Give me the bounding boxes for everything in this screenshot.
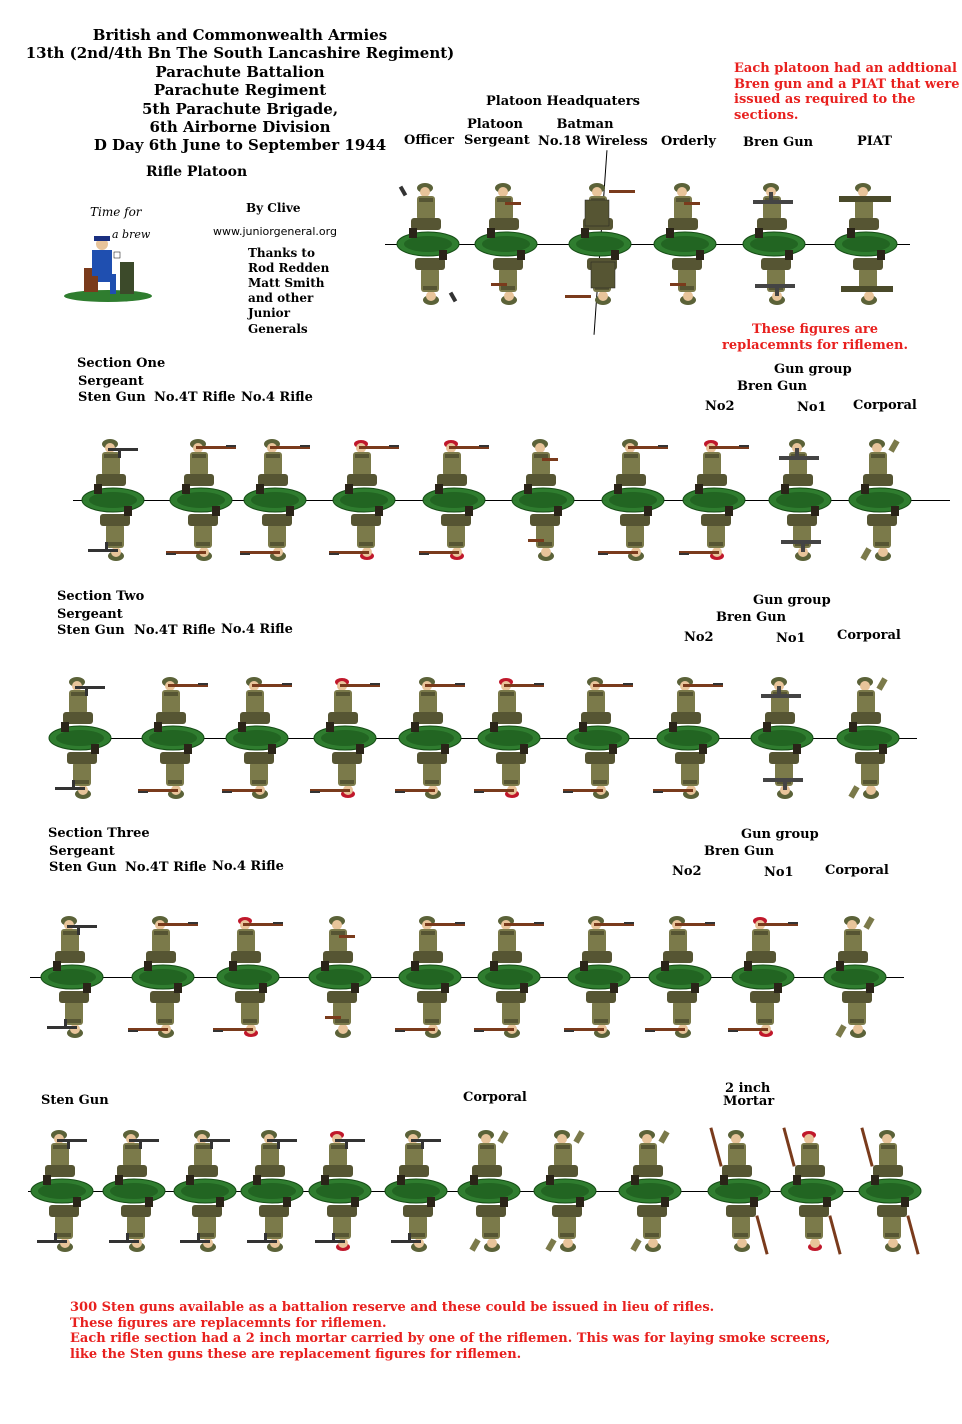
- hq-figure-bren: [739, 174, 809, 314]
- extras-figure-sten: [170, 1121, 240, 1261]
- section2-no1-label: No1: [776, 631, 806, 646]
- title-line: Parachute Regiment: [153, 81, 327, 100]
- hq-piat-label: PIAT: [857, 134, 892, 149]
- section3-no1-label: No1: [764, 865, 794, 880]
- hq-figure-sergeant: [471, 174, 541, 314]
- extras-figure-mortar: [704, 1121, 774, 1261]
- website-link[interactable]: www.juniorgeneral.org: [213, 225, 337, 238]
- thanks-line: Junior: [248, 306, 291, 320]
- section2-corporal-label: Corporal: [837, 628, 901, 643]
- section1-no1-label: No1: [797, 400, 827, 415]
- section2-figure-corporal: [833, 668, 903, 808]
- hq-heading: Platoon Headquaters: [486, 94, 640, 109]
- section3-corporal-label: Corporal: [825, 863, 889, 878]
- section2-figure-beret-rifle: [310, 668, 380, 808]
- title-line: 13th (2nd/4th Bn The South Lancashire Regiment): [25, 44, 455, 63]
- section3-heading: Section Three: [48, 826, 150, 841]
- section2-figure-rifle: [222, 668, 292, 808]
- hq-note-line: Bren gun and a PIAT that were: [734, 76, 960, 92]
- section3-figure-kneel: [305, 907, 375, 1047]
- section2-figure-rifle: [138, 668, 208, 808]
- hq-note-line: issued as required to the: [734, 92, 916, 107]
- hq-officer-label: Officer: [404, 133, 454, 148]
- hq-note-line: sections.: [734, 107, 799, 123]
- section3-no2-label: No2: [672, 864, 702, 879]
- thanks-line: Generals: [248, 322, 308, 336]
- thanks-line: and other: [248, 291, 314, 305]
- section2-figure-rifle: [395, 668, 465, 808]
- section1-no4t-label: No.4T Rifle: [154, 390, 236, 405]
- extras-figure-corporal: [615, 1121, 685, 1261]
- section1-figure-corporal: [845, 430, 915, 570]
- bottom-note: [70, 1300, 830, 1362]
- section2-no4t-label: No.4T Rifle: [134, 623, 216, 638]
- title-line: Parachute Battalion: [155, 62, 325, 81]
- section1-figure-bren: [765, 430, 835, 570]
- section2-heading: Section Two: [57, 589, 145, 604]
- section1-no2-label: No2: [705, 399, 735, 414]
- hq-batman-label-1: Batman: [556, 117, 614, 132]
- section2-gun-group-label: Gun group: [753, 593, 831, 608]
- section1-sergeant-label: Sergeant: [78, 374, 144, 389]
- hq-note: [734, 61, 959, 123]
- section1-figure-sten: [78, 430, 148, 570]
- tea-break-logo: [62, 198, 154, 302]
- thanks-line: Rod Redden: [248, 261, 330, 275]
- extras-figure-corporal: [454, 1121, 524, 1261]
- section3-gun-group-label: Gun group: [741, 827, 819, 842]
- section3-figure-corporal: [820, 907, 890, 1047]
- title-line: 5th Parachute Brigade,: [141, 99, 339, 118]
- hq-figure-piat: [831, 174, 901, 314]
- section3-figure-beret-rifle: [213, 907, 283, 1047]
- section2-figure-rifle: [563, 668, 633, 808]
- bottom-note-line: like the Sten guns these are replacement figures for riflemen.: [70, 1346, 522, 1362]
- section3-no4-label: No.4 Rifle: [212, 859, 284, 874]
- hq-figure-orderly: [650, 174, 720, 314]
- section3-figure-rifle: [645, 907, 715, 1047]
- section1-bren-gun-label: Bren Gun: [737, 379, 808, 394]
- section3-no4t-label: No.4T Rifle: [125, 860, 207, 875]
- section3-bren-gun-label: Bren Gun: [704, 844, 775, 859]
- bottom-note-line: Each rifle section had a 2 inch mortar carried by one of the riflemen. This was for laying smoke screens,: [70, 1331, 831, 1347]
- section2-no2-label: No2: [684, 630, 714, 645]
- extras-figure-sten: [27, 1121, 97, 1261]
- hq-bren-label: Bren Gun: [743, 135, 814, 150]
- extras-sten-label: Sten Gun: [41, 1093, 109, 1108]
- section1-figure-rifle: [240, 430, 310, 570]
- extras-corporal-label: Corporal: [463, 1090, 527, 1105]
- section2-no4-label: No.4 Rifle: [221, 622, 293, 637]
- thanks-line: Matt Smith: [248, 276, 325, 290]
- section2-sergeant-label: Sergeant: [57, 607, 123, 622]
- title-block: [20, 26, 460, 155]
- section2-figure-beret-rifle: [474, 668, 544, 808]
- extras-figure-sten: [237, 1121, 307, 1261]
- section1-figure-kneel: [508, 430, 578, 570]
- section3-sergeant-label: Sergeant: [49, 844, 115, 859]
- extras-mortar-label-1: 2 inch: [725, 1081, 771, 1096]
- replacement-note-line: replacemnts for riflemen.: [722, 337, 908, 353]
- section2-figure-rifle: [653, 668, 723, 808]
- hq-sergeant-label-1: Platoon: [467, 117, 523, 132]
- extras-mortar-label-2: Mortar: [723, 1094, 775, 1109]
- hq-orderly-label: Orderly: [661, 134, 716, 149]
- section2-figure-sten: [45, 668, 115, 808]
- section2-sten-label: Sten Gun: [57, 623, 125, 638]
- section3-figure-rifle: [474, 907, 544, 1047]
- bottom-note-line: 300 Sten guns available as a battalion reserve and these could be issued in lieu of rifles.: [70, 1300, 715, 1315]
- extras-figure-mortar: [855, 1121, 925, 1261]
- extras-figure-sten: [381, 1121, 451, 1261]
- section1-sten-label: Sten Gun: [78, 390, 146, 405]
- section2-figure-bren: [747, 668, 817, 808]
- bottom-note-line: These figures are replacemnts for riflemen.: [70, 1315, 387, 1331]
- hq-batman-label-2: No.18 Wireless: [538, 134, 648, 149]
- hq-sergeant-label-2: Sergeant: [464, 133, 530, 148]
- section1-figure-rifle: [598, 430, 668, 570]
- extras-figure-sten: [99, 1121, 169, 1261]
- section3-figure-rifle: [128, 907, 198, 1047]
- title-line: 6th Airborne Division: [149, 118, 331, 137]
- title-line: D Day 6th June to September 1944: [93, 136, 387, 155]
- hq-note-line: Each platoon had an addtional: [734, 61, 957, 76]
- title-line: British and Commonwealth Armies: [92, 26, 388, 44]
- section1-figure-rifle: [166, 430, 236, 570]
- thanks-line: Thanks to: [248, 246, 315, 260]
- section1-figure-beret-rifle: [679, 430, 749, 570]
- section3-sten-label: Sten Gun: [49, 860, 117, 875]
- section3-figure-rifle: [395, 907, 465, 1047]
- byline: By Clive: [246, 201, 301, 215]
- extras-figure-beret-sten: [305, 1121, 375, 1261]
- section2-bren-gun-label: Bren Gun: [716, 610, 787, 625]
- section1-figure-beret-rifle: [329, 430, 399, 570]
- section1-corporal-label: Corporal: [853, 398, 917, 413]
- section3-figure-beret-rifle: [728, 907, 798, 1047]
- section3-figure-rifle: [564, 907, 634, 1047]
- hq-figure-wireless: [565, 174, 635, 314]
- section3-figure-sten: [37, 907, 107, 1047]
- section1-heading: Section One: [77, 356, 166, 371]
- replacement-note-line: These figures are: [751, 322, 878, 337]
- extras-figure-corporal: [530, 1121, 600, 1261]
- extras-figure-beret-mortar: [777, 1121, 847, 1261]
- subtitle: Rifle Platoon: [146, 164, 248, 180]
- section1-figure-beret-rifle: [419, 430, 489, 570]
- section1-gun-group-label: Gun group: [774, 362, 852, 377]
- logo-text-2: a brew: [112, 228, 151, 241]
- hq-figure-officer: [393, 174, 463, 314]
- section1-no4-label: No.4 Rifle: [241, 390, 313, 405]
- replacement-note: [720, 322, 910, 353]
- logo-text-1: Time for: [90, 205, 142, 219]
